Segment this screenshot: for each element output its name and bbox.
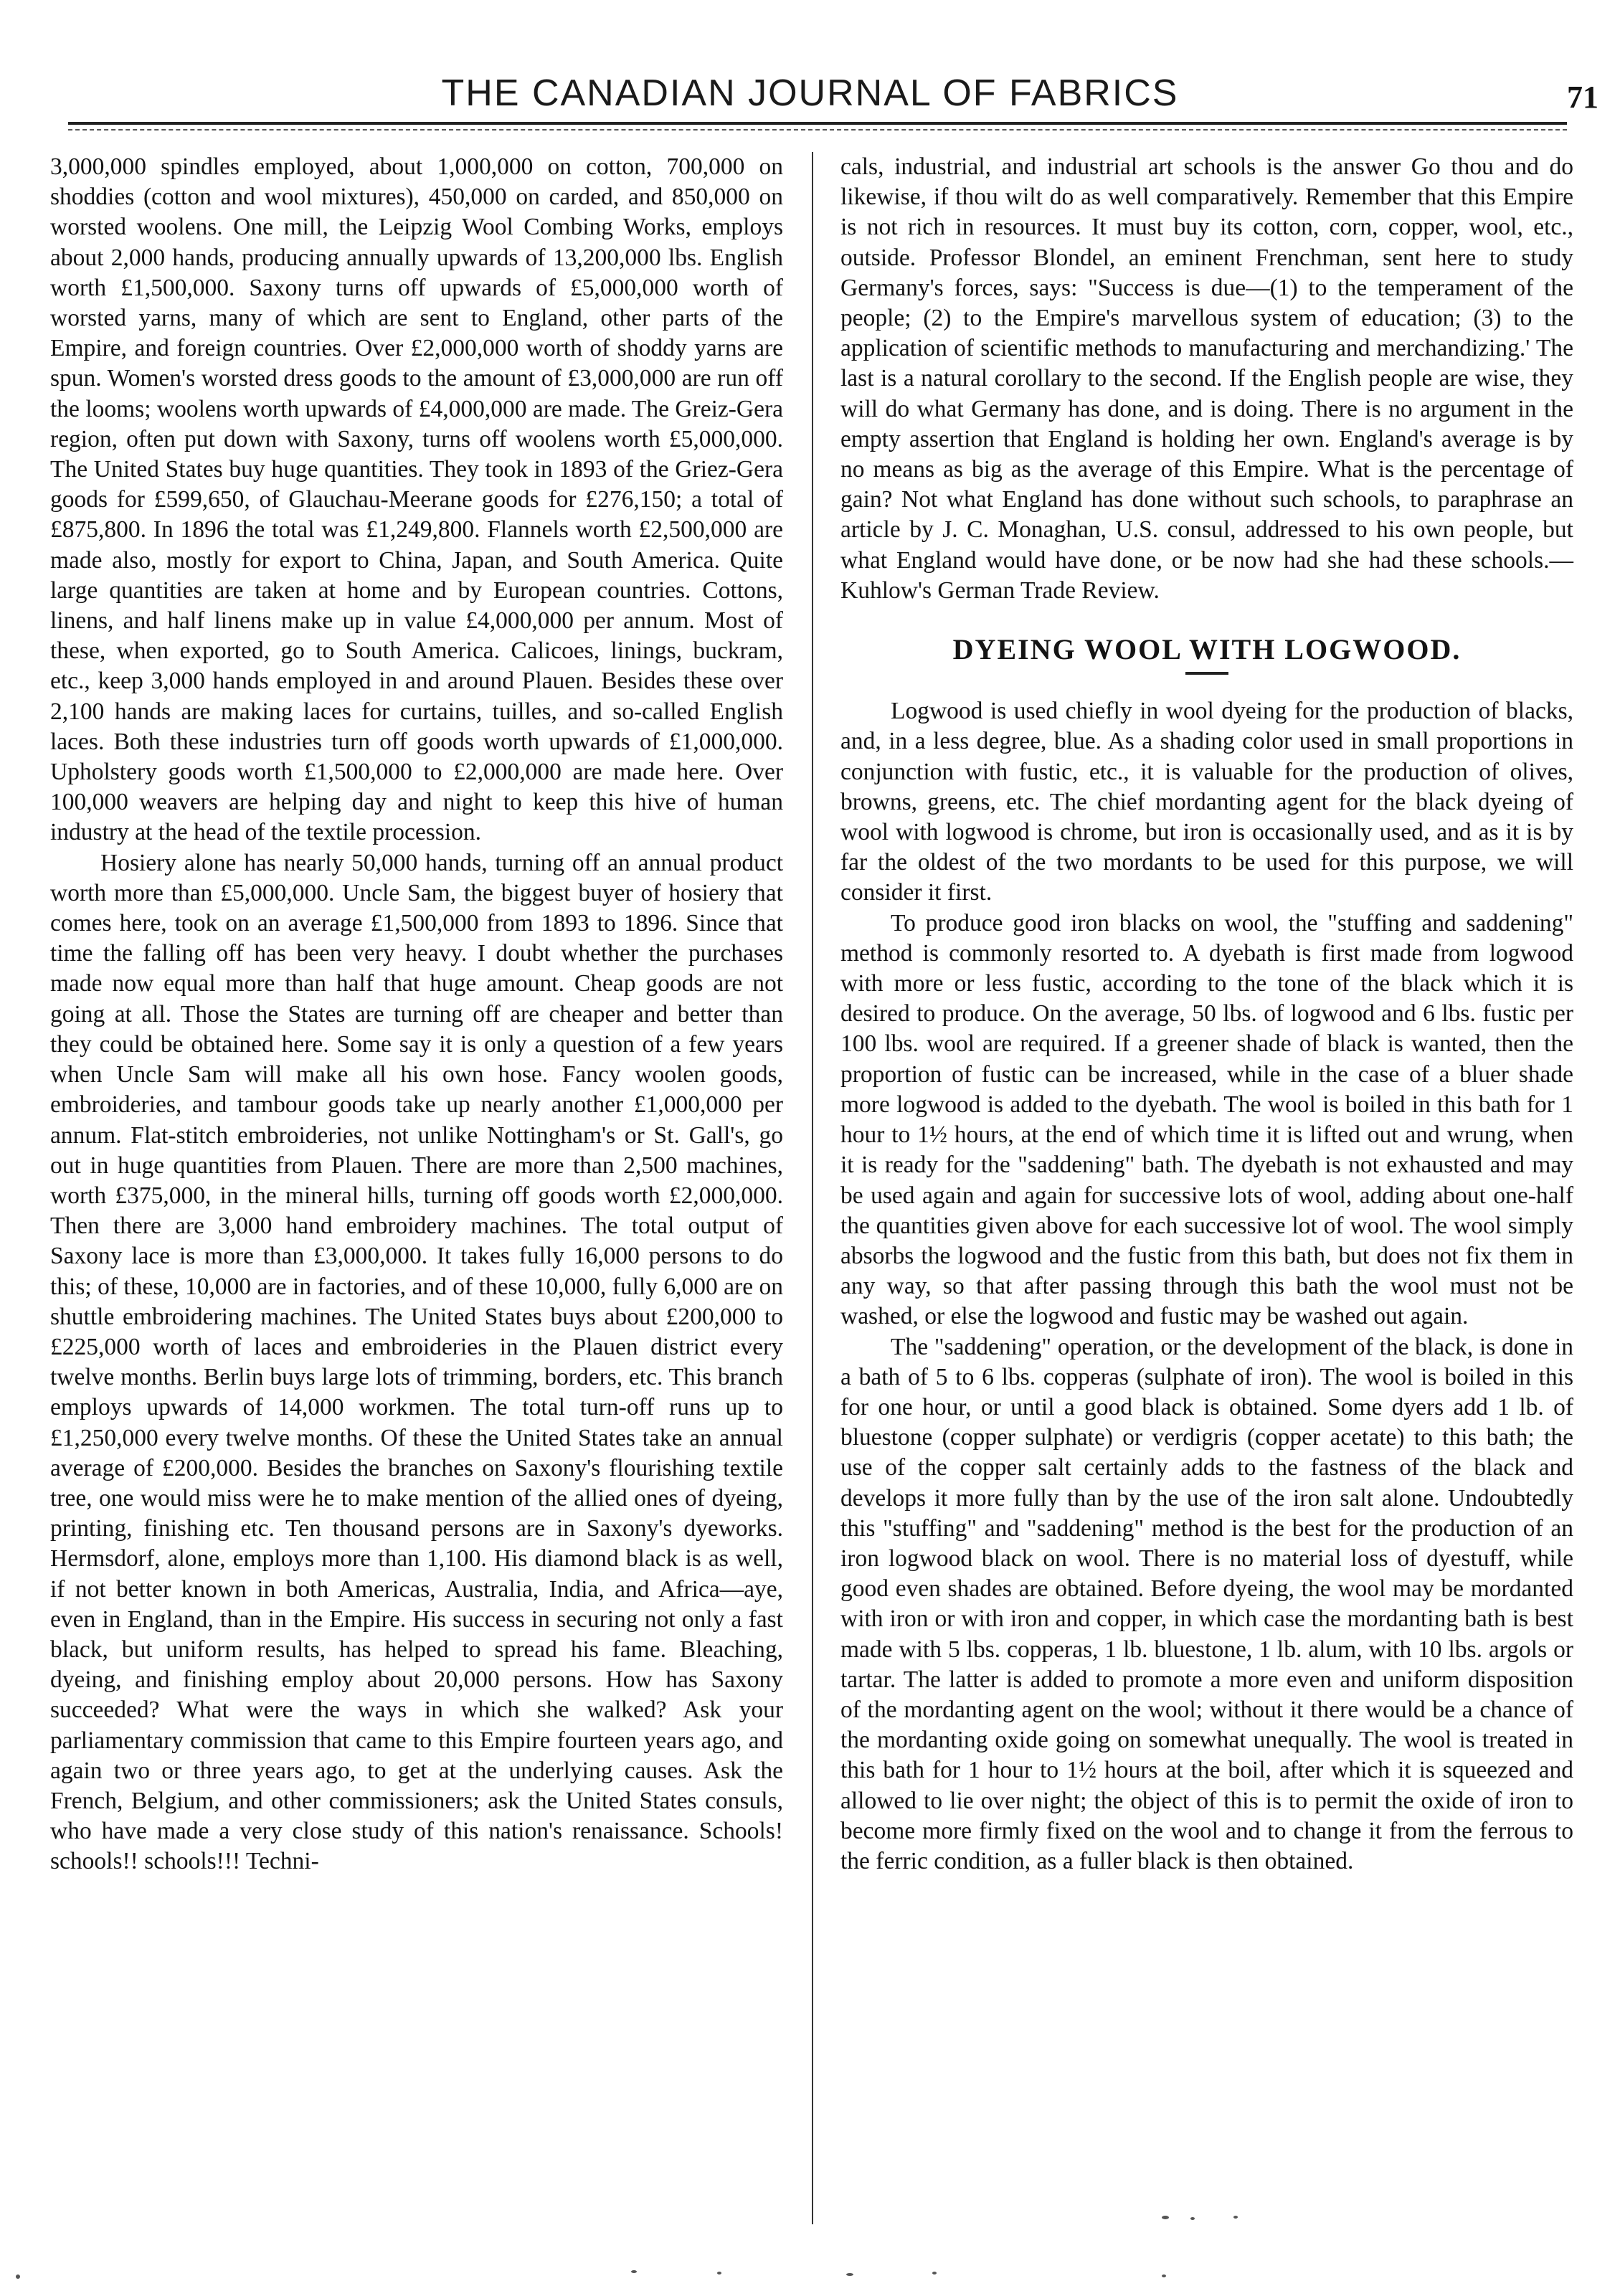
journal-title: THE CANADIAN JOURNAL OF FABRICS bbox=[441, 72, 1179, 114]
section-heading: DYEING WOOL WITH LOGWOOD. bbox=[952, 633, 1462, 666]
right-paragraph: Logwood is used chiefly in wool dyeing for the production of blacks, and, in a less degree, blue. As a shading color used in small proportions in conjunction with fustic, etc., it is valuable for the production of olives, browns, greens, etc. The chief mordanting agent for the black dyeing of wool with logwood is chrome, but iron is occasionally used, and as it is by far the oldest of the two mordants to be used for this purpose, we will consider it first. bbox=[840, 698, 1573, 906]
header-rule-dashed bbox=[68, 129, 1567, 131]
header-rule bbox=[68, 122, 1567, 125]
print-speck bbox=[1162, 2274, 1166, 2277]
left-paragraph: Hosiery alone has nearly 50,000 hands, turning off an annual product worth more than £5,000,000. Uncle Sam, the biggest buyer of hosiery that comes here, took on an average £1,500,000 from 1893 to 1896. Since that time the falling off has been very heavy. I doubt whether the purchases made now equal more than half that huge amount. Cheap goods are not going at all. Those the States are turning off are cheaper and better than they could be obtained here. Some say it is only a question of a few years when Uncle Sam will make all his own hose. Fancy woolen goods, embroideries, and tambour goods take up nearly another £1,000,000 per annum. Flat-stitch embroideries, not unlike Nottingham's or St. Gall's, go out in huge quantities from Plauen. There are more than 2,500 machines, worth £375,000, in the mineral hills, turning off goods worth £2,000,000. Then there are 3,000 hand embroidery machines. The total output of Saxony lace is more than £3,000,000. It takes fully 16,000 persons to do this; of these, 10,000 are in factories, and of these 10,000, fully 6,000 are on shuttle embroidering machines. The United States buys about £200,000 to £225,000 worth of laces and embroideries in the Plauen district every twelve months. Berlin buys large lots of trimming, borders, etc. This branch employs upwards of 14,000 workmen. The total turn-off runs up to £1,250,000 every twelve months. Of these the United States take an annual average of £200,000. Besides the branches on Saxony's flourishing textile tree, one would miss were he to make mention of the allied ones of dyeing, printing, finishing etc. Ten thousand persons are in Saxony's dyeworks. Hermsdorf, alone, employs more than 1,100. His diamond black is as well, if not better known in both Americas, Australia, India, and Africa—aye, even in England, than in the Empire. His success in securing not only a fast black, but uniform results, has helped to spread his fame. Bleaching, dyeing, and finishing employ about 20,000 persons. How has Saxony succeeded? What were the ways in which she walked? Ask your parliamentary commission that came to this Empire fourteen years ago, and again two or three years ago, to get at the underlying causes. Ask the French, Belgium, and other commissioners; ask the United States consuls, who have made a very close study of this nation's renaissance. Schools! schools!! schools!!! Techni- bbox=[50, 849, 783, 1875]
print-speck bbox=[717, 2272, 721, 2274]
print-speck bbox=[846, 2273, 853, 2276]
print-speck bbox=[16, 2274, 20, 2279]
heading-rule bbox=[1185, 672, 1228, 675]
print-speck bbox=[1190, 2217, 1195, 2220]
right-paragraph: cals, industrial, and industrial art schools is the answer Go thou and do likewise, if thou wilt do as well comparatively. Remember that this Empire is not rich in resources. It must buy its cotton, corn, copper, wool, etc., outside. Professor Blondel, an eminent Frenchman, sent here to study Germany's forces, says: "Success is due—(1) to the temperament of the people; (2) to the Empire's marvellous system of education; (3) to the application of scientific methods to manufacturing and merchandizing.' The last is a natural corollary to the second. If the English people are wise, they will do what Germany has done, and is doing. There is no argument in the empty assertion that England is holding her own. England's average is by no means as big as the average of this Empire. What is the percentage of gain? Not what England has done without such schools, to paraphrase an article by J. C. Monaghan, U.S. consul, addressed to his own people, but what England would have done, or be now had she had these schools.—Kuhlow's German Trade Review. bbox=[840, 153, 1573, 604]
right-column bbox=[840, 152, 1573, 1877]
left-paragraph: 3,000,000 spindles employed, about 1,000,000 on cotton, 700,000 on shoddies (cotton and wool mixtures), 450,000 on carded, and 850,000 on worsted woolens. One mill, the Leipzig Wool Combing Works, employs about 2,000 hands, producing annually upwards of 13,200,000 lbs. English worth £1,500,000. Saxony turns off upwards of £5,000,000 worth of worsted yarns, many of which are sent to England, other parts of the Empire, and foreign countries. Over £2,000,000 worth of shoddy yarns are spun. Women's worsted dress goods to the amount of £3,000,000 are run off the looms; woolens worth upwards of £4,000,000 are made. The Greiz-Gera region, often put down with Saxony, turns off woolens worth £5,000,000. The United States buy huge quantities. They took in 1893 of the Griez-Gera goods for £599,650, of Glauchau-Meerane goods for £276,150; a total of £875,800. In 1896 the total was £1,249,800. Flannels worth £2,500,000 are made also, mostly for export to China, Japan, and South America. Quite large quantities are taken at home and by European countries. Cottons, linens, and half linens make up in value £4,000,000 per annum. Most of these, when exported, go to South America. Calicoes, linings, buckram, etc., keep 3,000 hands employed in and around Plauen. Besides these over 2,100 hands are making laces for curtains, tuilles, and so-called English laces. Both these industries turn off goods worth upwards of £1,000,000. Upholstery goods worth £1,500,000 to £2,000,000 are made here. Over 100,000 weavers are helping day and night to keep this hive of human industry at the head of the textile procession. bbox=[50, 153, 783, 846]
print-speck bbox=[631, 2270, 637, 2273]
left-column bbox=[50, 152, 783, 1877]
running-head bbox=[0, 0, 1620, 143]
column-divider bbox=[812, 152, 813, 2224]
print-speck bbox=[1162, 2216, 1169, 2219]
right-paragraph: To produce good iron blacks on wool, the "stuffing and saddening" method is commonly resorted to. A dyebath is first made from logwood with more or less fustic, according to the tone of the black which it is desired to produce. On the average, 50 lbs. of logwood and 6 lbs. fustic per 100 lbs. wool are required. If a greener shade of black is wanted, then the proportion of fustic can be increased, while in the case of a bluer shade more logwood is added to the dyebath. The wool is boiled in this bath for 1 hour to 1½ hours, at the end of which time it is lifted out and wrung, when it is ready for the "saddening" bath. The dyebath is not exhausted and may be used again and again for successive lots of wool, adding about one-half the quantities given above for each successive lot of wool. The wool simply absorbs the logwood and the fustic from this bath, but does not fix them in any way, so that after passing through this bath the wool must not be washed, or else the logwood and fustic may be washed out again. bbox=[840, 909, 1573, 1330]
print-speck bbox=[932, 2272, 937, 2274]
print-speck bbox=[1233, 2216, 1238, 2219]
right-paragraph: The "saddening" operation, or the development of the black, is done in a bath of 5 to 6 lbs. copperas (sulphate of iron). The wool is boiled in this for one hour, or until a good black is obtained. Some dyers add 1 lb. of bluestone (copper sulphate) or verdigris (copper acetate) to this bath; the use of the copper salt certainly adds to the fastness of the black and develops it more fully than by the use of the iron salt alone. Undoubtedly this "stuffing" and "saddening" method is the best for the production of an iron logwood black on wool. There is no material loss of dyestuff, while good even shades are obtained. Before dyeing, the wool may be mordanted with iron or with iron and copper, in which case the mordanting bath is best made with 5 lbs. copperas, 1 lb. bluestone, 1 lb. alum, with 10 lbs. argols or tartar. The latter is added to promote a more even and uniform disposition of the mordanting agent on the wool; without it there would be a chance of the mordanting oxide going on somewhat unequally. The wool is treated in this bath for 1 hour to 1½ hours at the boil, after which it is squeezed and allowed to lie over night; the object of this is to permit the oxide of iron to become more firmly fixed on the wool and to change it from the ferrous to the ferric condition, as a fuller black is then obtained. bbox=[840, 1333, 1573, 1874]
page-number: 71 bbox=[1567, 80, 1598, 115]
